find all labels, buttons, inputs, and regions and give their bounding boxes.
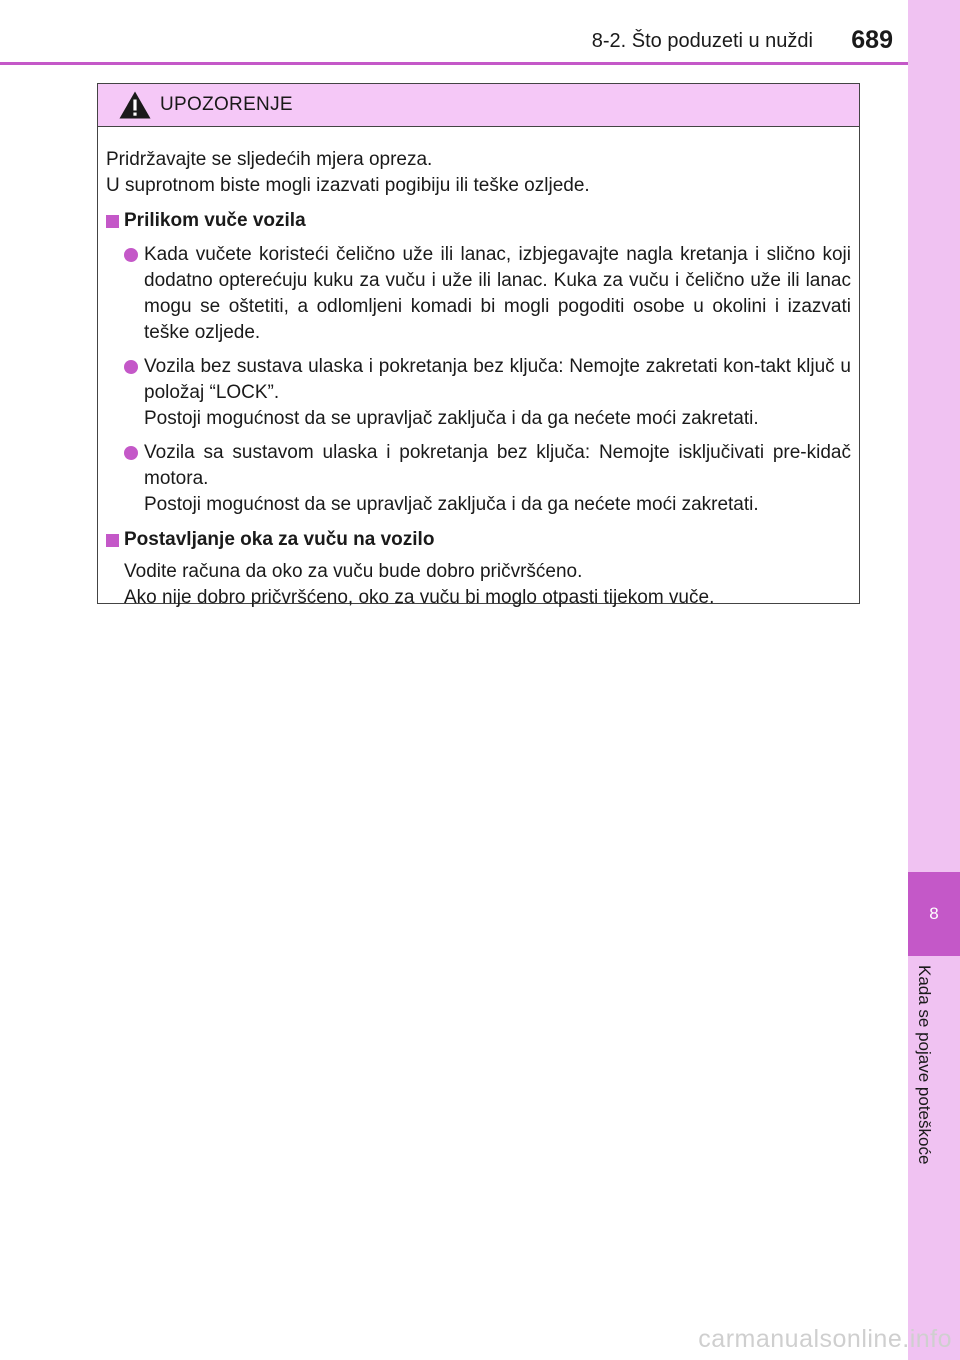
section-text [106, 559, 851, 611]
bullet-text: Postoji mogućnost da se upravljač zaključa i da ga nećete moći zakretati. [144, 494, 759, 515]
section-heading [106, 527, 851, 553]
watermark: carmanualsonline.info [698, 1325, 952, 1353]
chapter-number: 8 [929, 904, 939, 923]
square-bullet-icon [106, 215, 119, 228]
circle-bullet-icon [124, 248, 138, 262]
circle-bullet-icon [124, 446, 138, 460]
warning-body [98, 127, 859, 611]
chapter-number-tab [908, 872, 960, 956]
bullet-text: Kada vučete koristeći čelično uže ili lanac, izbjegavajte nagla kretanja i slično koji dodatno opterećuju kuku za vuču i uže ili lanac. Kuka za vuču i čelično uže ili lanac mogu se oštetiti, a odlomljeni komadi bi mogli pogoditi osobe u okolini i izazvati teške ozljede. [144, 244, 851, 343]
warning-triangle-icon [118, 90, 152, 120]
section-text-line: Vodite računa da oko za vuču bude dobro pričvršćeno. [124, 561, 583, 582]
bullet-text: Postoji mogućnost da se upravljač zaključa i da ga nećete moći zakretati. [144, 408, 759, 429]
bullet-text: Vozila bez sustava ulaska i pokretanja bez ključa: Nemojte zakretati kon-takt ključ u položaj “LOCK”. [144, 356, 851, 403]
warning-box [97, 83, 860, 608]
side-tab-top [908, 0, 960, 872]
warning-header [98, 84, 859, 127]
intro-line: Pridržavajte se sljedećih mjera opreza. [106, 149, 433, 170]
intro-line: U suprotnom biste mogli izazvati pogibiju ili teške ozljede. [106, 175, 590, 196]
section-heading-text: Postavljanje oka za vuču na vozilo [124, 529, 435, 550]
warning-intro [106, 147, 851, 199]
bullet-text: Vozila sa sustavom ulaska i pokretanja bez ključa: Nemojte isključivati pre-kidač motora. [144, 442, 851, 489]
header-rule [0, 62, 908, 65]
section-heading-text: Prilikom vuče vozila [124, 210, 306, 231]
section-title: 8-2. Što poduzeti u nuždi [591, 30, 813, 52]
section-heading [106, 208, 851, 234]
circle-bullet-icon [124, 360, 138, 374]
section-text-line: Ako nije dobro pričvršćeno, oko za vuču bi moglo otpasti tijekom vuče. [124, 587, 715, 608]
page-number: 689 [851, 26, 893, 54]
square-bullet-icon [106, 534, 119, 547]
bullet-item [106, 440, 851, 518]
warning-title: UPOZORENJE [160, 94, 293, 115]
bullet-item [106, 242, 851, 346]
chapter-title: Kada se pojave poteškoće [915, 965, 934, 1165]
bullet-item [106, 354, 851, 432]
